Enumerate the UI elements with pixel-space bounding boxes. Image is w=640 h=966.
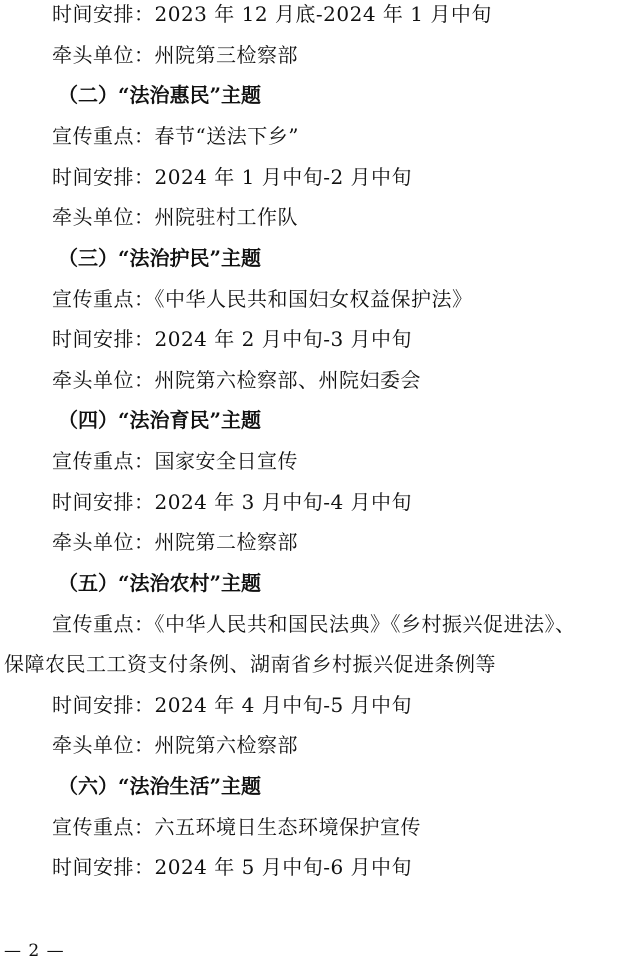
schedule-line: 时间安排：2024 年 5 月中旬-6 月中旬 [52, 855, 413, 879]
focus-line: 宣传重点：春节“送法下乡” [52, 124, 299, 148]
schedule-line: 时间安排：2024 年 1 月中旬-2 月中旬 [52, 165, 413, 189]
section-heading: （四）“法治育民”主题 [58, 408, 262, 432]
section-heading: （二）“法治惠民”主题 [58, 83, 262, 107]
section-heading: （三）“法治护民”主题 [58, 246, 262, 270]
schedule-line: 时间安排：2024 年 2 月中旬-3 月中旬 [52, 327, 413, 351]
lead-unit-line: 牵头单位：州院第二检察部 [52, 530, 298, 554]
focus-line: 宣传重点：《中华人民共和国妇女权益保护法》 [52, 287, 473, 311]
section-heading: （六）“法治生活”主题 [58, 774, 262, 798]
page-number: — 2 — [4, 941, 65, 961]
schedule-line: 时间安排：2023 年 12 月底-2024 年 1 月中旬 [52, 2, 492, 26]
schedule-line: 时间安排：2024 年 4 月中旬-5 月中旬 [52, 693, 413, 717]
focus-line: 宣传重点：《中华人民共和国民法典》《乡村振兴促进法》、 [52, 612, 576, 636]
lead-unit-line: 牵头单位：州院第六检察部 [52, 733, 298, 757]
focus-line-continued: 保障农民工工资支付条例、湖南省乡村振兴促进条例等 [4, 652, 496, 676]
lead-unit-line: 牵头单位：州院第六检察部、州院妇委会 [52, 368, 421, 392]
lead-unit-line: 牵头单位：州院驻村工作队 [52, 205, 298, 229]
section-heading: （五）“法治农村”主题 [58, 571, 262, 595]
lead-unit-line: 牵头单位：州院第三检察部 [52, 43, 298, 67]
focus-line: 宣传重点：国家安全日宣传 [52, 449, 298, 473]
focus-line: 宣传重点：六五环境日生态环境保护宣传 [52, 815, 421, 839]
schedule-line: 时间安排：2024 年 3 月中旬-4 月中旬 [52, 490, 413, 514]
